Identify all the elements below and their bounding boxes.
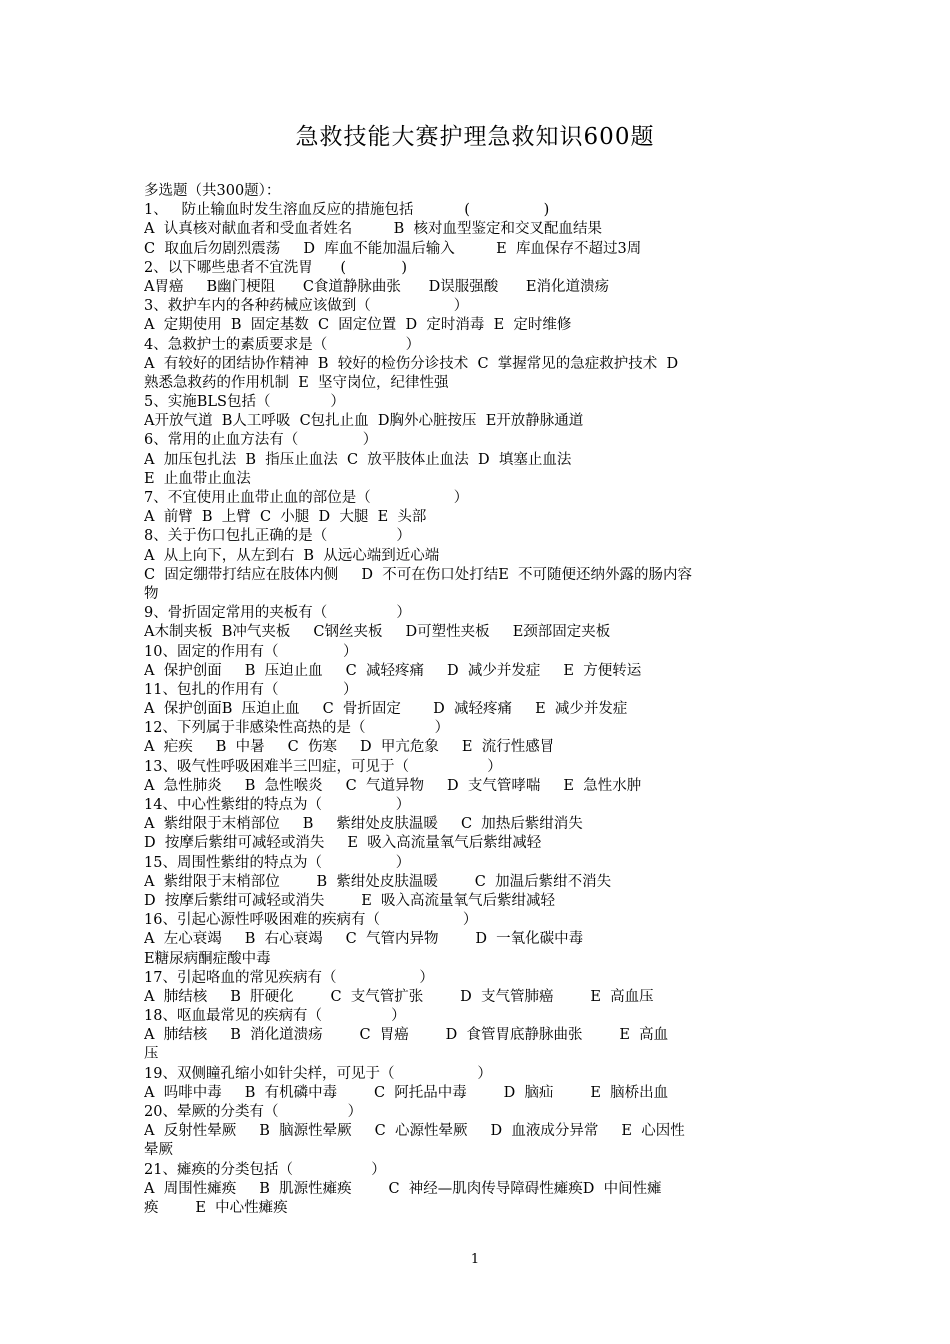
text-line: A 急性肺炎 B 急性喉炎 C 气道异物 D 支气管哮喘 E 急性水肿 (144, 777, 642, 794)
page-number: 1 (470, 1252, 480, 1267)
text-line: E 止血带止血法 (144, 470, 251, 487)
text-line: A 认真核对献血者和受血者姓名 B 核对血型鉴定和交叉配血结果 (144, 221, 603, 238)
text-line: 21、瘫痪的分类包括（ ） (144, 1161, 386, 1178)
text-line: A 前臂 B 上臂 C 小腿 D 大腿 E 头部 (144, 509, 427, 526)
text-line: 多选题（共300题）： (144, 183, 281, 199)
text-line: 11、包扎的作用有（ ） (144, 681, 358, 698)
page-title: 急救技能大赛护理急救知识600题 (295, 124, 655, 150)
text-line: A 反射性晕厥 B 脑源性晕厥 C 心源性晕厥 D 血液成分异常 E 心因性 (144, 1123, 685, 1140)
text-line: 5、实施BLS包括（ ） (144, 394, 345, 411)
text-line: 痪 E 中心性瘫痪 (144, 1199, 288, 1216)
text-line: A 加压包扎法 B 指压止血法 C 放平肢体止血法 D 填塞止血法 (144, 451, 572, 468)
text-line: 16、引起心源性呼吸困难的疾病有（ ） (144, 912, 478, 929)
text-line: 6、常用的止血方法有（ ） (144, 432, 378, 449)
text-line: A 有较好的团结协作精神 B 较好的检伤分诊技术 C 掌握常见的急症救护技术 D (144, 355, 679, 372)
text-line: 3、救护车内的各种药械应该做到（ ） (144, 298, 469, 315)
text-line: A 紫绀限于末梢部位 B 紫绀处皮肤温暖 C 加温后紫绀不消失 (144, 873, 612, 890)
text-line: A 肺结核 B 消化道溃疡 C 胃癌 D 食管胃底静脉曲张 E 高血 (144, 1027, 669, 1044)
text-line: 12、下列属于非感染性高热的是（ ） (144, 720, 450, 737)
text-line: 18、呕血最常见的疾病有（ ） (144, 1008, 406, 1025)
text-line: 熟悉急救药的作用机制 E 坚守岗位，纪律性强 (144, 374, 449, 391)
text-line: 14、中心性紫绀的特点为（ ） (144, 797, 411, 813)
text-line: D 按摩后紫绀可减轻或消失 E 吸入高流量氧气后紫绀减轻 (144, 835, 542, 852)
text-line: 13、吸气性呼吸困难半三凹症，可见于（ ） (144, 758, 502, 775)
text-line: C 固定绷带打结应在肢体内侧 D 不可在伤口处打结E 不可随便还纳外露的肠内容 (144, 566, 693, 583)
text-line: 15、周围性紫绀的特点为（ ） (144, 854, 411, 871)
text-line: A木制夹板 B冲气夹板 C钢丝夹板 D可塑性夹板 E颈部固定夹板 (144, 624, 611, 641)
text-line: A 疟疾 B 中暑 C 伤寒 D 甲亢危象 E 流行性感冒 (144, 739, 555, 756)
text-line: 7、不宜使用止血带止血的部位是（ ） (144, 490, 469, 506)
text-line: 10、固定的作用有（ ） (144, 643, 358, 660)
text-line: 2、以下哪些患者不宜洗胃 ( ) (144, 259, 408, 276)
text-line: C 取血后勿剧烈震荡 D 库血不能加温后输入 E 库血保存不超过3周 (144, 240, 642, 257)
document-body (144, 182, 824, 1218)
text-line: D 按摩后紫绀可减轻或消失 E 吸入高流量氧气后紫绀减轻 (144, 892, 556, 909)
text-line: 压 (144, 1046, 159, 1063)
text-line: A 左心衰竭 B 右心衰竭 C 气管内异物 D 一氧化碳中毒 (144, 931, 584, 948)
text-line: A开放气道 B人工呼吸 C包扎止血 D胸外心脏按压 E开放静脉通道 (144, 413, 584, 430)
text-line: 19、双侧瞳孔缩小如针尖样，可见于（ ） (144, 1065, 492, 1082)
text-line: A胃癌 B幽门梗阻 C食道静脉曲张 D误服强酸 E消化道溃疡 (144, 278, 609, 295)
text-line: 20、晕厥的分类有（ ） (144, 1104, 363, 1120)
text-line: A 保护创面 B 压迫止血 C 减轻疼痛 D 减少并发症 E 方便转运 (144, 662, 642, 679)
text-line: 1、 防止输血时发生溶血反应的措施包括 ( ) (144, 202, 550, 219)
text-line: 物 (144, 585, 159, 602)
text-line: A 保护创面B 压迫止血 C 骨折固定 D 减轻疼痛 E 减少并发症 (144, 701, 628, 718)
text-line: 晕厥 (144, 1142, 173, 1159)
text-line: E糖尿病酮症酸中毒 (144, 950, 271, 967)
text-line: A 定期使用 B 固定基数 C 固定位置 D 定时消毒 E 定时维修 (144, 317, 572, 334)
text-line: A 肺结核 B 肝硬化 C 支气管扩张 D 支气管肺癌 E 高血压 (144, 988, 654, 1005)
text-line: A 周围性瘫痪 B 肌源性瘫痪 C 神经—肌肉传导障碍性瘫痪D 中间性瘫 (144, 1180, 662, 1197)
text-line: A 紫绀限于末梢部位 B 紫绀处皮肤温暖 C 加热后紫绀消失 (144, 816, 583, 833)
text-line: 4、急救护士的素质要求是（ ） (144, 336, 421, 353)
text-line: A 从上向下，从左到右 B 从远心端到近心端 (144, 547, 440, 564)
text-line: A 吗啡中毒 B 有机磷中毒 C 阿托品中毒 D 脑疝 E 脑桥出血 (144, 1084, 669, 1101)
text-line: 17、引起咯血的常见疾病有（ ） (144, 969, 434, 986)
text-line: 8、关于伤口包扎正确的是（ ） (144, 528, 411, 545)
text-line: 9、骨折固定常用的夹板有（ ） (144, 605, 411, 622)
